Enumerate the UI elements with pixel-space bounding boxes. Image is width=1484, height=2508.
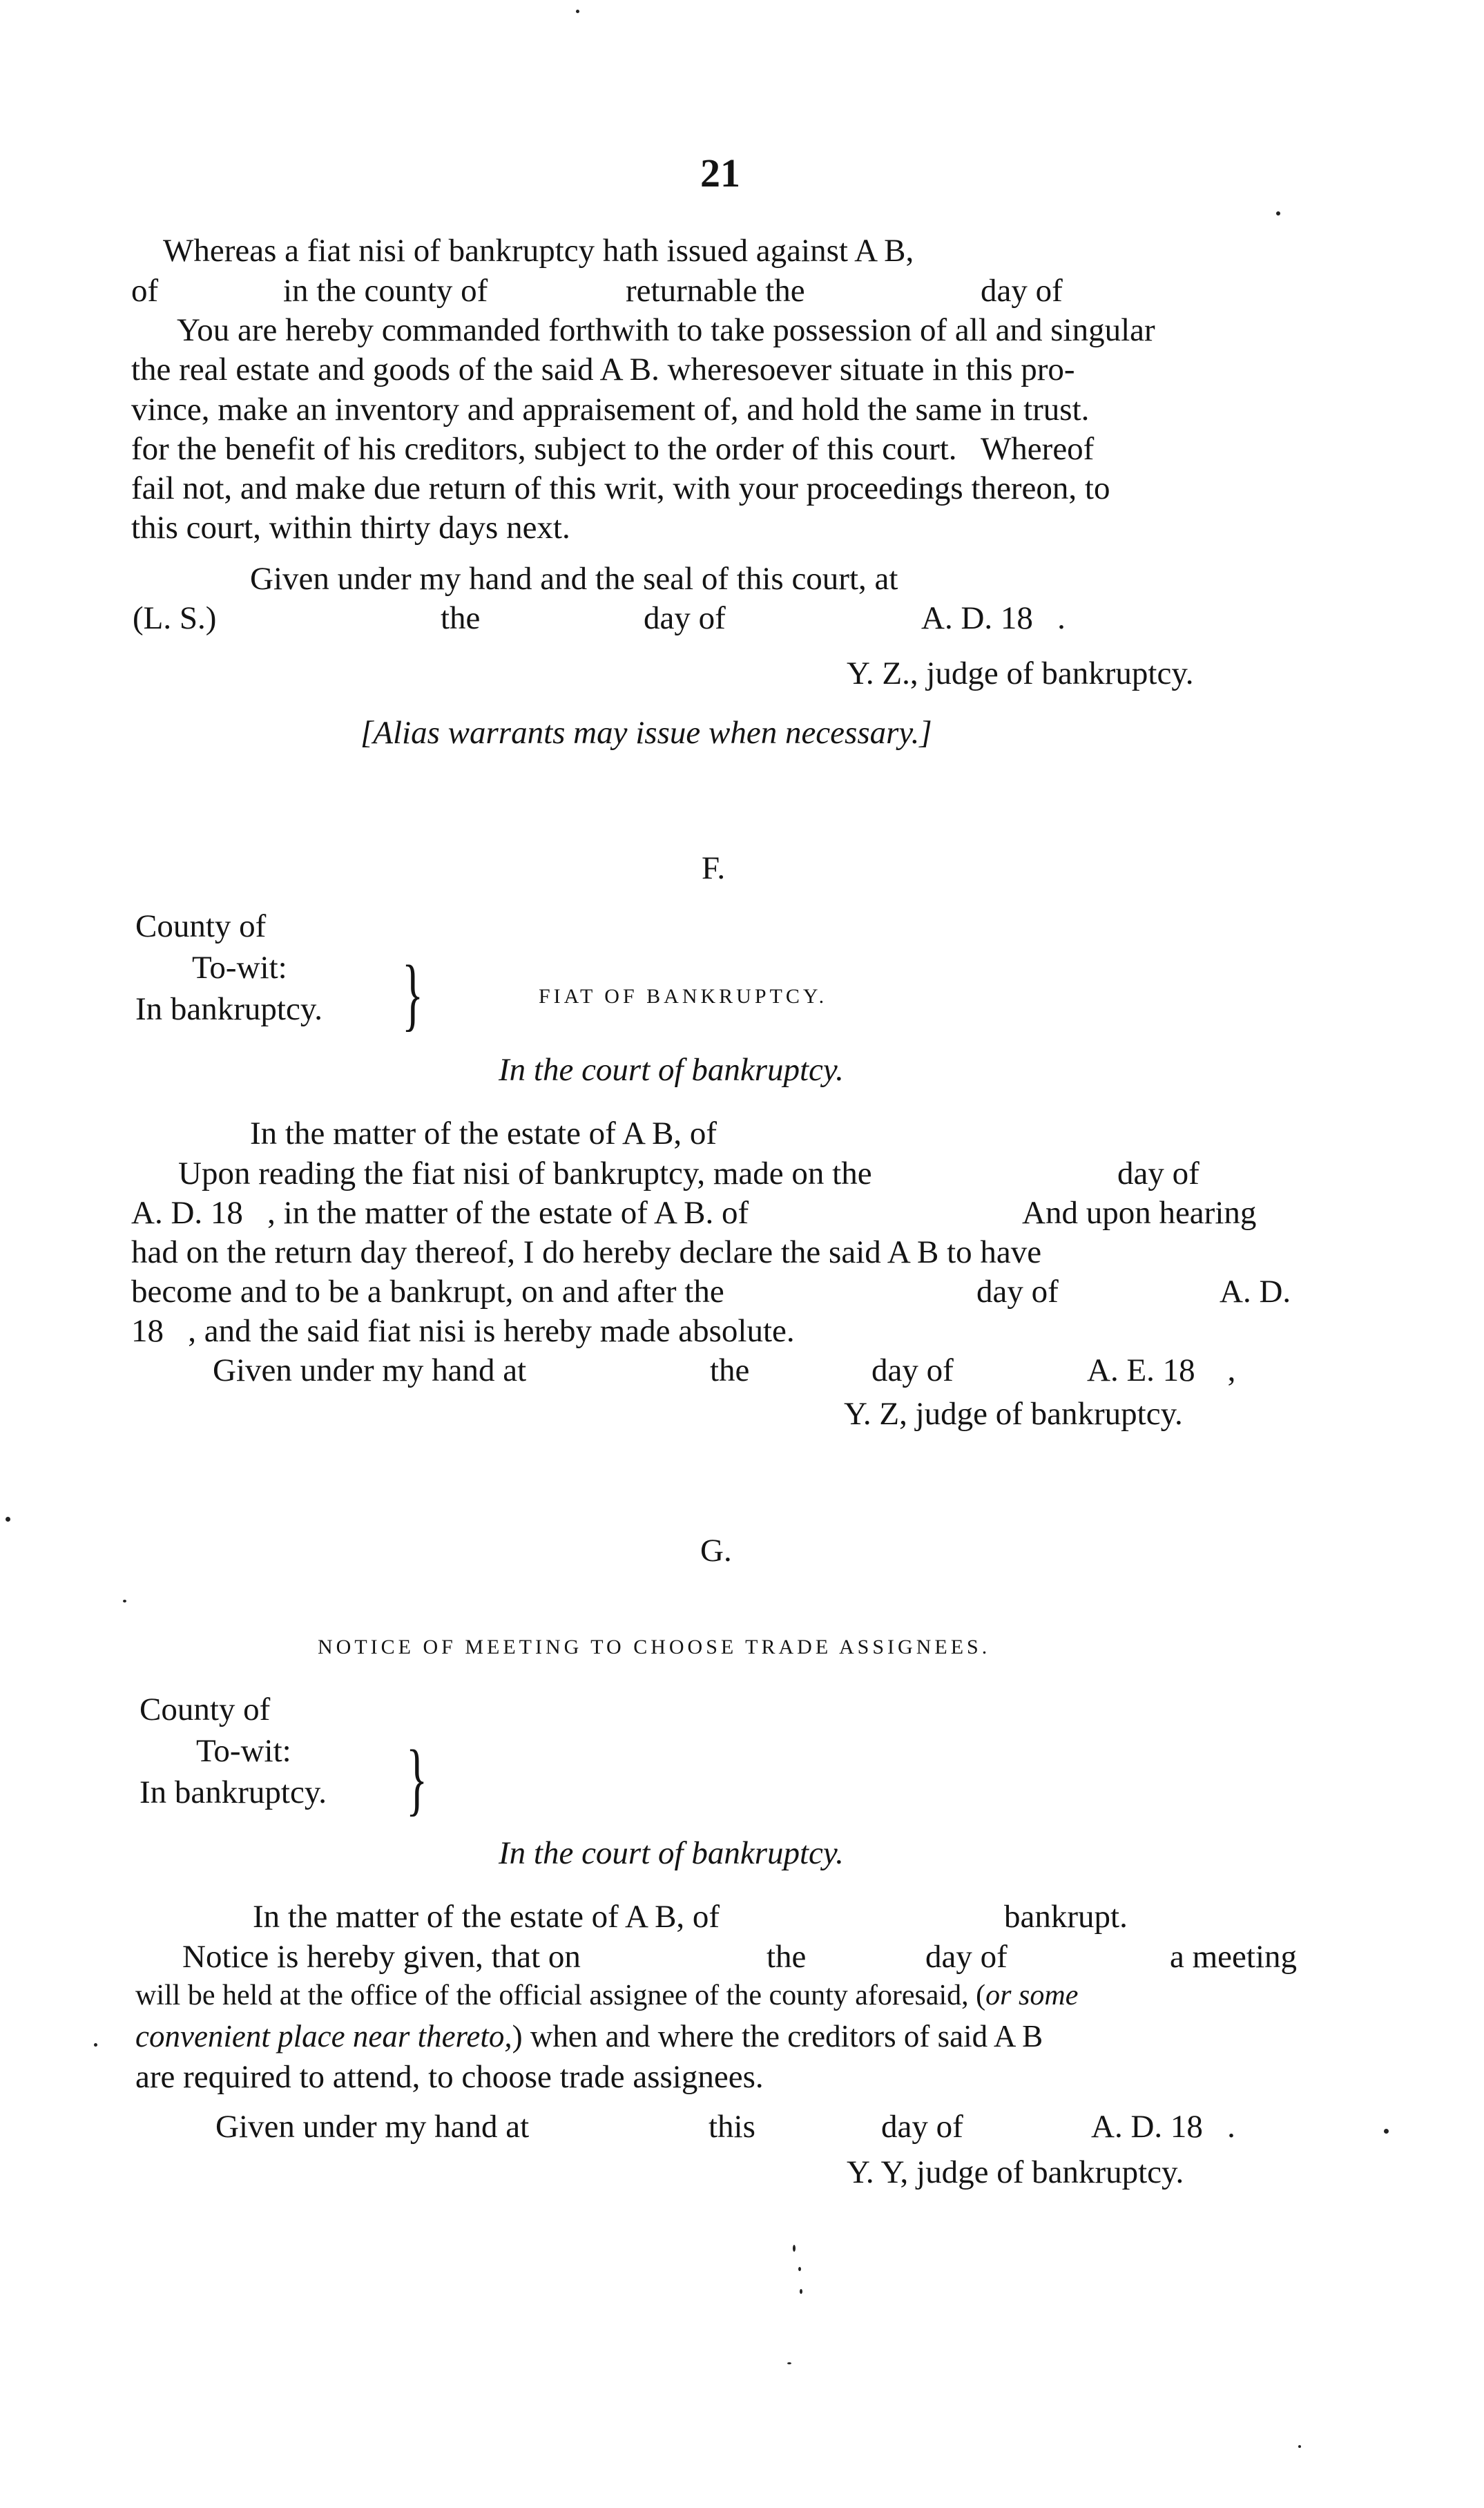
warrant-given: Given under my hand and the seal of this court, at	[250, 561, 898, 597]
warrant-line-5: vince, make an inventory and appraisement of, and hold the same in trust.	[131, 392, 1090, 428]
f-given: Given under my hand at	[213, 1352, 527, 1388]
f-body-day-of-2: day of	[976, 1274, 1059, 1310]
f-brace-icon: }	[402, 948, 424, 1039]
g-notice-line-3-text: ) when and where the creditors of said A B	[512, 2019, 1043, 2054]
f-body-day-of: day of	[1117, 1156, 1199, 1191]
page-number: 21	[700, 151, 740, 195]
ink-speck	[1384, 2129, 1389, 2134]
g-notice-day-of: day of	[925, 1939, 1008, 1975]
g-notice-meeting: a meeting	[1170, 1939, 1298, 1975]
f-body-line-4: become and to be a bankrupt, on and after the	[131, 1274, 724, 1310]
warrant-line-6: for the benefit of his creditors, subject to the order of this court. Whereof	[131, 431, 1095, 467]
warrant-of: of	[131, 273, 159, 309]
g-this: this	[709, 2109, 755, 2145]
f-body-line-1: Upon reading the fiat nisi of bankruptcy, made on the	[178, 1156, 872, 1191]
warrant-line-1: Whereas a fiat nisi of bankruptcy hath issued against A B,	[163, 233, 914, 269]
f-in-bankruptcy: In bankruptcy.	[135, 991, 323, 1027]
ink-speck	[800, 2289, 802, 2294]
section-f-letter: F.	[702, 850, 726, 886]
g-notice-the: the	[767, 1939, 807, 1975]
ink-speck	[1276, 211, 1280, 216]
f-day-of: day of	[871, 1352, 954, 1388]
ink-speck	[793, 2245, 796, 2252]
ink-speck	[576, 10, 579, 13]
g-notice-line-4: are required to attend, to choose trade assignees.	[135, 2059, 764, 2095]
f-the: the	[710, 1352, 750, 1388]
ink-speck	[123, 1600, 126, 1602]
g-signature: Y. Y, judge of bankruptcy.	[847, 2154, 1184, 2190]
warrant-seal: (L. S.)	[133, 600, 217, 636]
ink-speck	[1298, 2445, 1301, 2448]
warrant-day-of-2: day of	[644, 600, 726, 636]
g-notice-line-2-text: will be held at the office of the official assignee of the county aforesaid, (	[135, 1980, 986, 2011]
warrant-line-7: fail not, and make due return of this writ, with your proceedings thereon, to	[131, 470, 1110, 506]
g-notice-convenient: convenient place near thereto,	[135, 2019, 512, 2054]
ink-speck	[798, 2267, 801, 2271]
f-matter: In the matter of the estate of A B, of	[250, 1116, 717, 1151]
f-body-line-3: had on the return day thereof, I do hereby declare the said A B to have	[131, 1234, 1042, 1270]
section-g-letter: G.	[700, 1533, 732, 1569]
g-brace-icon: }	[406, 1733, 428, 1823]
g-to-wit: To-wit:	[196, 1733, 291, 1769]
g-notice-line-3	[135, 2021, 1043, 2052]
f-body-line-5: 18 , and the said fiat nisi is hereby made absolute.	[131, 1313, 795, 1349]
g-court: In the court of bankruptcy.	[499, 1835, 844, 1871]
warrant-signature: Y. Z., judge of bankruptcy.	[847, 655, 1194, 691]
f-body-line-2: A. D. 18 , in the matter of the estate of A B. of	[131, 1195, 749, 1231]
f-body-hearing: And upon hearing	[1022, 1195, 1257, 1231]
f-body-ad: A. D.	[1220, 1274, 1291, 1310]
warrant-ad: A. D. 18 .	[921, 600, 1066, 636]
g-ad: A. D. 18 .	[1091, 2109, 1235, 2145]
f-ad: A. E. 18 ,	[1087, 1352, 1236, 1388]
ink-speck	[787, 2362, 791, 2364]
ink-speck	[6, 1517, 10, 1522]
g-county-of: County of	[139, 1692, 271, 1727]
f-to-wit: To-wit:	[192, 950, 287, 986]
g-day-of: day of	[881, 2109, 963, 2145]
g-notice-line-1: Notice is hereby given, that on	[182, 1939, 581, 1975]
g-notice-or-some: or some	[985, 1980, 1079, 2011]
warrant-the: the	[441, 600, 481, 636]
g-notice-line-2	[135, 1981, 1078, 2010]
warrant-line-8: this court, within thirty days next.	[131, 510, 570, 546]
warrant-day-of: day of	[981, 273, 1063, 309]
f-court: In the court of bankruptcy.	[499, 1052, 844, 1088]
g-matter: In the matter of the estate of A B, of	[253, 1899, 720, 1935]
alias-note: [Alias warrants may issue when necessary.]	[360, 715, 932, 751]
g-given: Given under my hand at	[215, 2109, 530, 2145]
warrant-returnable: returnable the	[626, 273, 805, 309]
g-in-bankruptcy: In bankruptcy.	[139, 1774, 327, 1810]
g-bankrupt: bankrupt.	[1004, 1899, 1128, 1935]
warrant-line-4: the real estate and goods of the said A B. wheresoever situate in this pro-	[131, 352, 1075, 387]
f-heading: FIAT OF BANKRUPTCY.	[539, 985, 828, 1008]
warrant-county-of: in the county of	[283, 273, 488, 309]
f-signature: Y. Z, judge of bankruptcy.	[844, 1396, 1183, 1432]
f-county-of: County of	[135, 908, 267, 944]
ink-speck	[94, 2043, 97, 2047]
warrant-line-3: You are hereby commanded forthwith to take possession of all and singular	[177, 312, 1155, 348]
g-heading: NOTICE OF MEETING TO CHOOSE TRADE ASSIGNEES.	[318, 1636, 991, 1658]
